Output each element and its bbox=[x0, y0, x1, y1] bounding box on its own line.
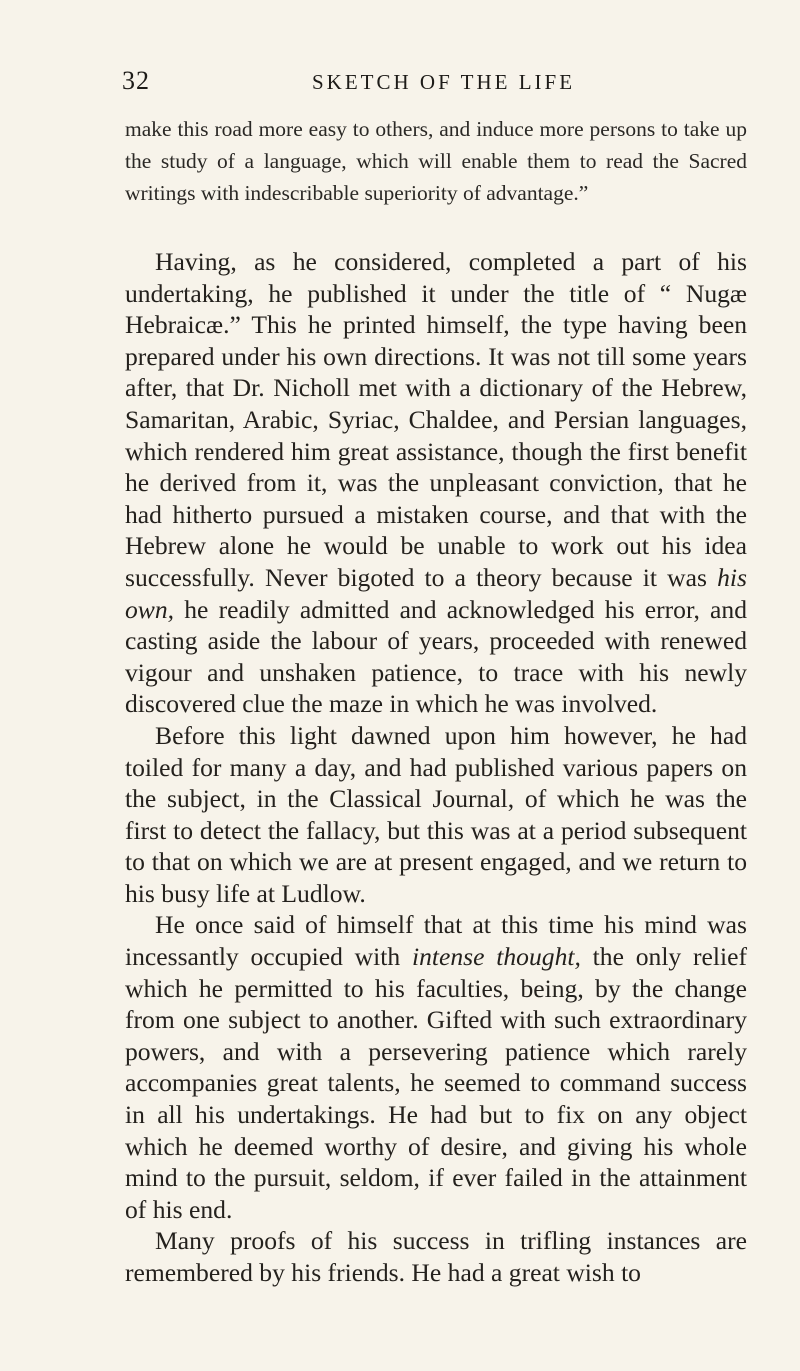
paragraph-intense-thought-text-cont: the only relief which he permitted to his faculties, being, by the change from one subject to another. Gifted with such extraordinary powers, and with a persevering patience which rarely accompanies great talents, he seemed to command success in all his undertakings. He had but to fix on any object which he deemed worthy of desire, and giving his whole mind to the pursuit, seldom, if ever failed in the attainment of his end. bbox=[125, 942, 748, 1224]
paragraph-intense-thought-text: He once said of himself that at this time his mind was incessantly occupied with bbox=[125, 910, 747, 972]
running-head: SKETCH OF THE LIFE bbox=[312, 70, 576, 94]
page-number: 32 bbox=[122, 66, 150, 95]
paragraph-intense-thought bbox=[125, 909, 747, 1225]
emphasis-his-own: his own, bbox=[125, 562, 747, 624]
paragraph-nugae-text-cont: he readily admitted and acknowledged his error, and casting aside the labour of years, proceeded with renewed vigour and unshaken patience, to trace with his newly discovered clue the maze in which he was involved. bbox=[125, 594, 747, 719]
quoted-passage: make this road more easy to others, and induce more persons to take up the study of a language, which will enable them to read the Sacred writings with indescribable superiority of advantage.” bbox=[125, 117, 747, 205]
paragraph-nugae bbox=[125, 246, 747, 720]
emphasis-intense-thought: intense thought, bbox=[411, 942, 581, 972]
paragraph-before-light: Before this light dawned upon him however, he had toiled for many a day, and had published various papers on the subject, in the Classical Journal, of which he was the first to detect the fallacy, but this was at a period subsequent to that on which we are at present engaged, and we return to his busy life at Ludlow. bbox=[125, 720, 747, 908]
paragraph-many-proofs: Many proofs of his success in trifling instances are remembered by his friends. He had a great wish to bbox=[125, 1226, 747, 1287]
page-header bbox=[122, 66, 712, 106]
paragraph-nugae-text: Having, as he considered, completed a part of his undertaking, he published it under the title of “ Nugæ Hebraicæ.” This he printed himself, the type having been prepared under his own directions. It was not till some years after, that Dr. Nicholl met with a dictionary of the Hebrew, Samaritan, Arabic, Syriac, Chaldee, and Persian languages, which rendered him great assistance, though the first benefit he derived from it, was the unpleasant conviction, that he had hitherto pursued a mistaken course, and that with the Hebrew alone he would be unable to work out his idea successfully. Never bigoted to a theory because it was bbox=[125, 247, 747, 592]
body-text bbox=[125, 246, 747, 1289]
